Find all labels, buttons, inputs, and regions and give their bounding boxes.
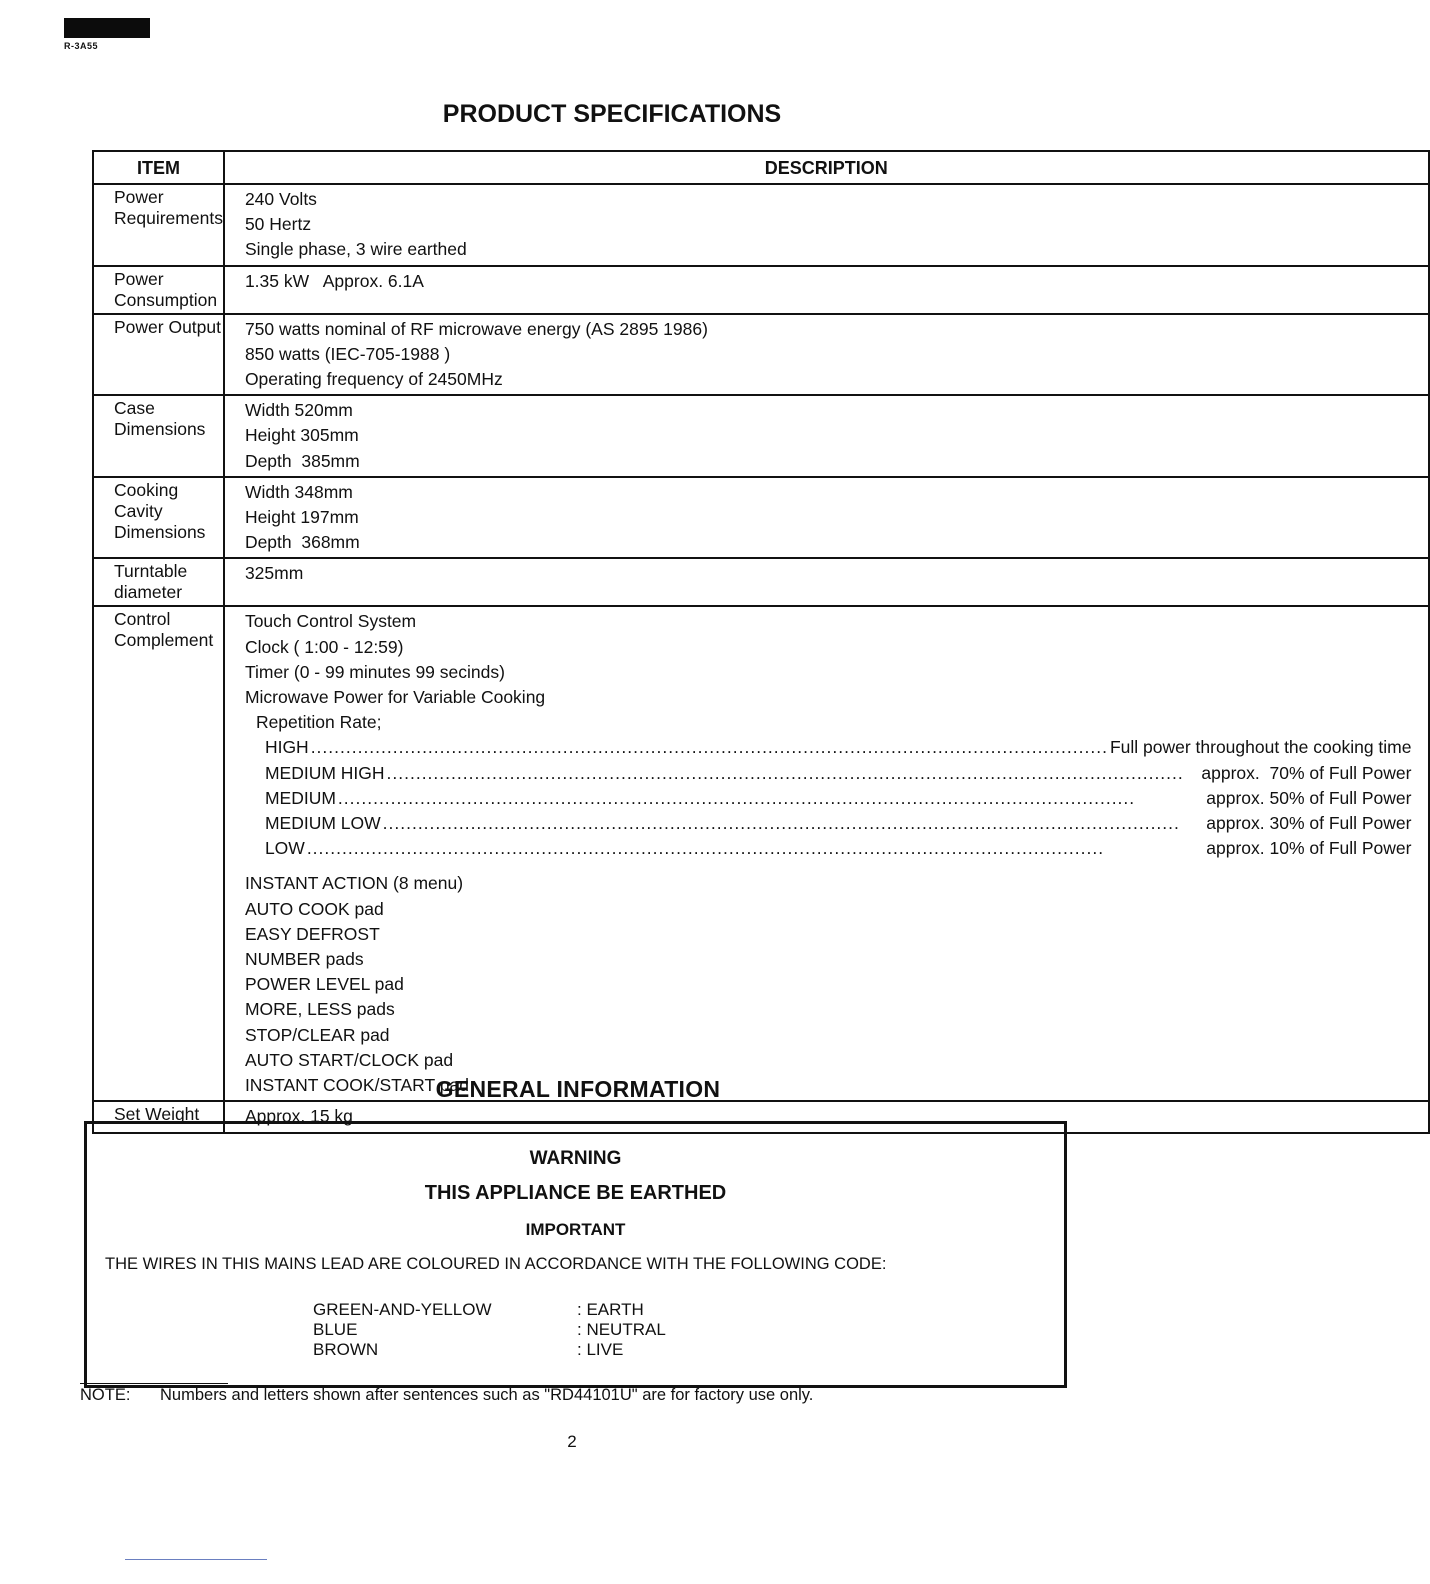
repetition-label: MEDIUM LOW	[264, 813, 381, 834]
spec-table	[92, 150, 1430, 1134]
wire-colour: BROWN	[313, 1340, 379, 1359]
repetition-row	[245, 811, 1428, 836]
repetition-value: approx. 10% of Full Power	[1206, 838, 1412, 859]
warning-title: WARNING	[529, 1148, 622, 1169]
table-row	[93, 266, 1429, 314]
description-column-header: DESCRIPTION	[224, 151, 1429, 184]
repetition-value: approx. 30% of Full Power	[1206, 813, 1412, 834]
leader-dots: ........................................................................................................................................	[310, 737, 1108, 758]
item-cell: Cooking Cavity Dimensions	[93, 477, 224, 559]
bottom-divider	[125, 1559, 267, 1560]
general-information-heading: GENERAL INFORMATION	[435, 1076, 721, 1102]
desc-line: Timer (0 - 99 minutes 99 secinds)	[244, 661, 505, 682]
page-title: PRODUCT SPECIFICATIONS	[442, 100, 782, 128]
description-cell	[224, 184, 1429, 266]
desc-line: 240 Volts	[244, 189, 317, 209]
desc-line: AUTO COOK pad	[244, 898, 384, 919]
repetition-title: Repetition Rate;	[255, 712, 382, 733]
desc-line: Microwave Power for Variable Cooking	[244, 687, 546, 708]
desc-line: INSTANT ACTION (8 menu)	[244, 873, 464, 894]
desc-line: 750 watts nominal of RF microwave energy (AS 2895 1986)	[244, 318, 708, 339]
wire-code-list	[313, 1300, 666, 1360]
table-row	[93, 314, 1429, 396]
desc-line: Approx. 15 kg	[244, 1106, 353, 1127]
item-cell: Case Dimensions	[93, 395, 224, 477]
item-cell: Power Requirements	[93, 184, 224, 266]
wire-colour: GREEN-AND-YELLOW	[313, 1300, 492, 1319]
desc-line: 850 watts (IEC-705-1988 )	[244, 343, 451, 364]
item-column-header: ITEM	[93, 151, 224, 184]
desc-line: Width 520mm	[244, 400, 353, 421]
warning-box	[84, 1121, 1067, 1388]
repetition-label: LOW	[264, 838, 305, 859]
desc-line: STOP/CLEAR pad	[244, 1024, 390, 1045]
leader-dots: ........................................................................................................................................	[337, 787, 1136, 808]
repetition-value: approx. 70% of Full Power	[1201, 762, 1412, 783]
description-cell	[224, 266, 1429, 314]
desc-line: Clock ( 1:00 - 12:59)	[244, 636, 404, 657]
description-cell	[224, 606, 1429, 1101]
repetition-label: MEDIUM	[264, 787, 336, 808]
spacer	[245, 861, 1428, 871]
note-divider	[80, 1383, 228, 1384]
desc-line: 50 Hertz	[244, 214, 312, 235]
note-label: NOTE:	[80, 1386, 131, 1404]
desc-line: Depth 368mm	[244, 532, 360, 553]
item-cell: Control Complement	[93, 606, 224, 1101]
wire-code-row	[313, 1320, 666, 1340]
repetition-label: MEDIUM HIGH	[264, 762, 385, 783]
page-number: 2	[567, 1432, 577, 1451]
repetition-row	[245, 836, 1428, 861]
desc-line: AUTO START/CLOCK pad	[244, 1049, 454, 1070]
description-cell	[224, 395, 1429, 477]
wire-code-text: THE WIRES IN THIS MAINS LEAD ARE COLOURED IN ACCORDANCE WITH THE FOLLOWING CODE:	[105, 1255, 887, 1273]
repetition-value: Full power throughout the cooking time	[1109, 737, 1412, 758]
wire-colour: BLUE	[313, 1320, 358, 1339]
desc-line: 325mm	[244, 563, 304, 584]
table-row	[93, 477, 1429, 559]
repetition-row	[245, 735, 1428, 760]
description-cell	[224, 558, 1429, 606]
item-cell: Turntable diameter	[93, 558, 224, 606]
wire-meaning: : EARTH	[577, 1300, 644, 1319]
table-row	[93, 606, 1429, 1101]
desc-line: Depth 385mm	[244, 450, 360, 471]
item-cell: Power Consumption	[93, 266, 224, 314]
note	[80, 1386, 813, 1405]
wire-code-row	[313, 1300, 666, 1320]
desc-line: 1.35 kW Approx. 6.1A	[244, 270, 424, 291]
desc-line: Width 348mm	[244, 481, 353, 502]
desc-line: EASY DEFROST	[244, 923, 380, 944]
repetition-row	[245, 761, 1428, 786]
repetition-value: approx. 50% of Full Power	[1206, 787, 1412, 808]
desc-line: MORE, LESS pads	[244, 999, 395, 1020]
description-cell	[224, 314, 1429, 396]
desc-line: Operating frequency of 2450MHz	[244, 369, 503, 390]
important-label: IMPORTANT	[525, 1220, 626, 1239]
desc-line: POWER LEVEL pad	[244, 974, 404, 995]
header-black-bar	[64, 18, 150, 38]
description-cell	[224, 477, 1429, 559]
leader-dots: ........................................................................................................................................	[306, 838, 1105, 859]
note-text: Numbers and letters shown after sentences such as "RD44101U" are for factory use only.	[160, 1386, 814, 1404]
desc-line: Touch Control System	[244, 611, 417, 632]
wire-code-row	[313, 1340, 666, 1360]
repetition-label: HIGH	[264, 737, 309, 758]
desc-line: Height 197mm	[244, 507, 359, 528]
desc-line: Height 305mm	[244, 425, 359, 446]
item-cell: Set Weight	[93, 1101, 224, 1132]
desc-line: NUMBER pads	[244, 949, 364, 970]
wire-meaning: : LIVE	[577, 1340, 624, 1359]
leader-dots: ........................................................................................................................................	[386, 762, 1184, 783]
item-cell: Power Output	[93, 314, 224, 396]
leader-dots: ........................................................................................................................................	[382, 813, 1180, 834]
table-row	[93, 184, 1429, 266]
model-number: R-3A55	[64, 41, 99, 51]
wire-meaning: : NEUTRAL	[577, 1320, 666, 1339]
table-row	[93, 558, 1429, 606]
desc-line: INSTANT COOK/START pad	[244, 1075, 469, 1096]
table-header-row	[93, 151, 1429, 184]
desc-line: Single phase, 3 wire earthed	[244, 239, 467, 260]
repetition-row	[245, 786, 1428, 811]
warning-subtitle: THIS APPLIANCE BE EARTHED	[424, 1182, 727, 1204]
table-row	[93, 395, 1429, 477]
